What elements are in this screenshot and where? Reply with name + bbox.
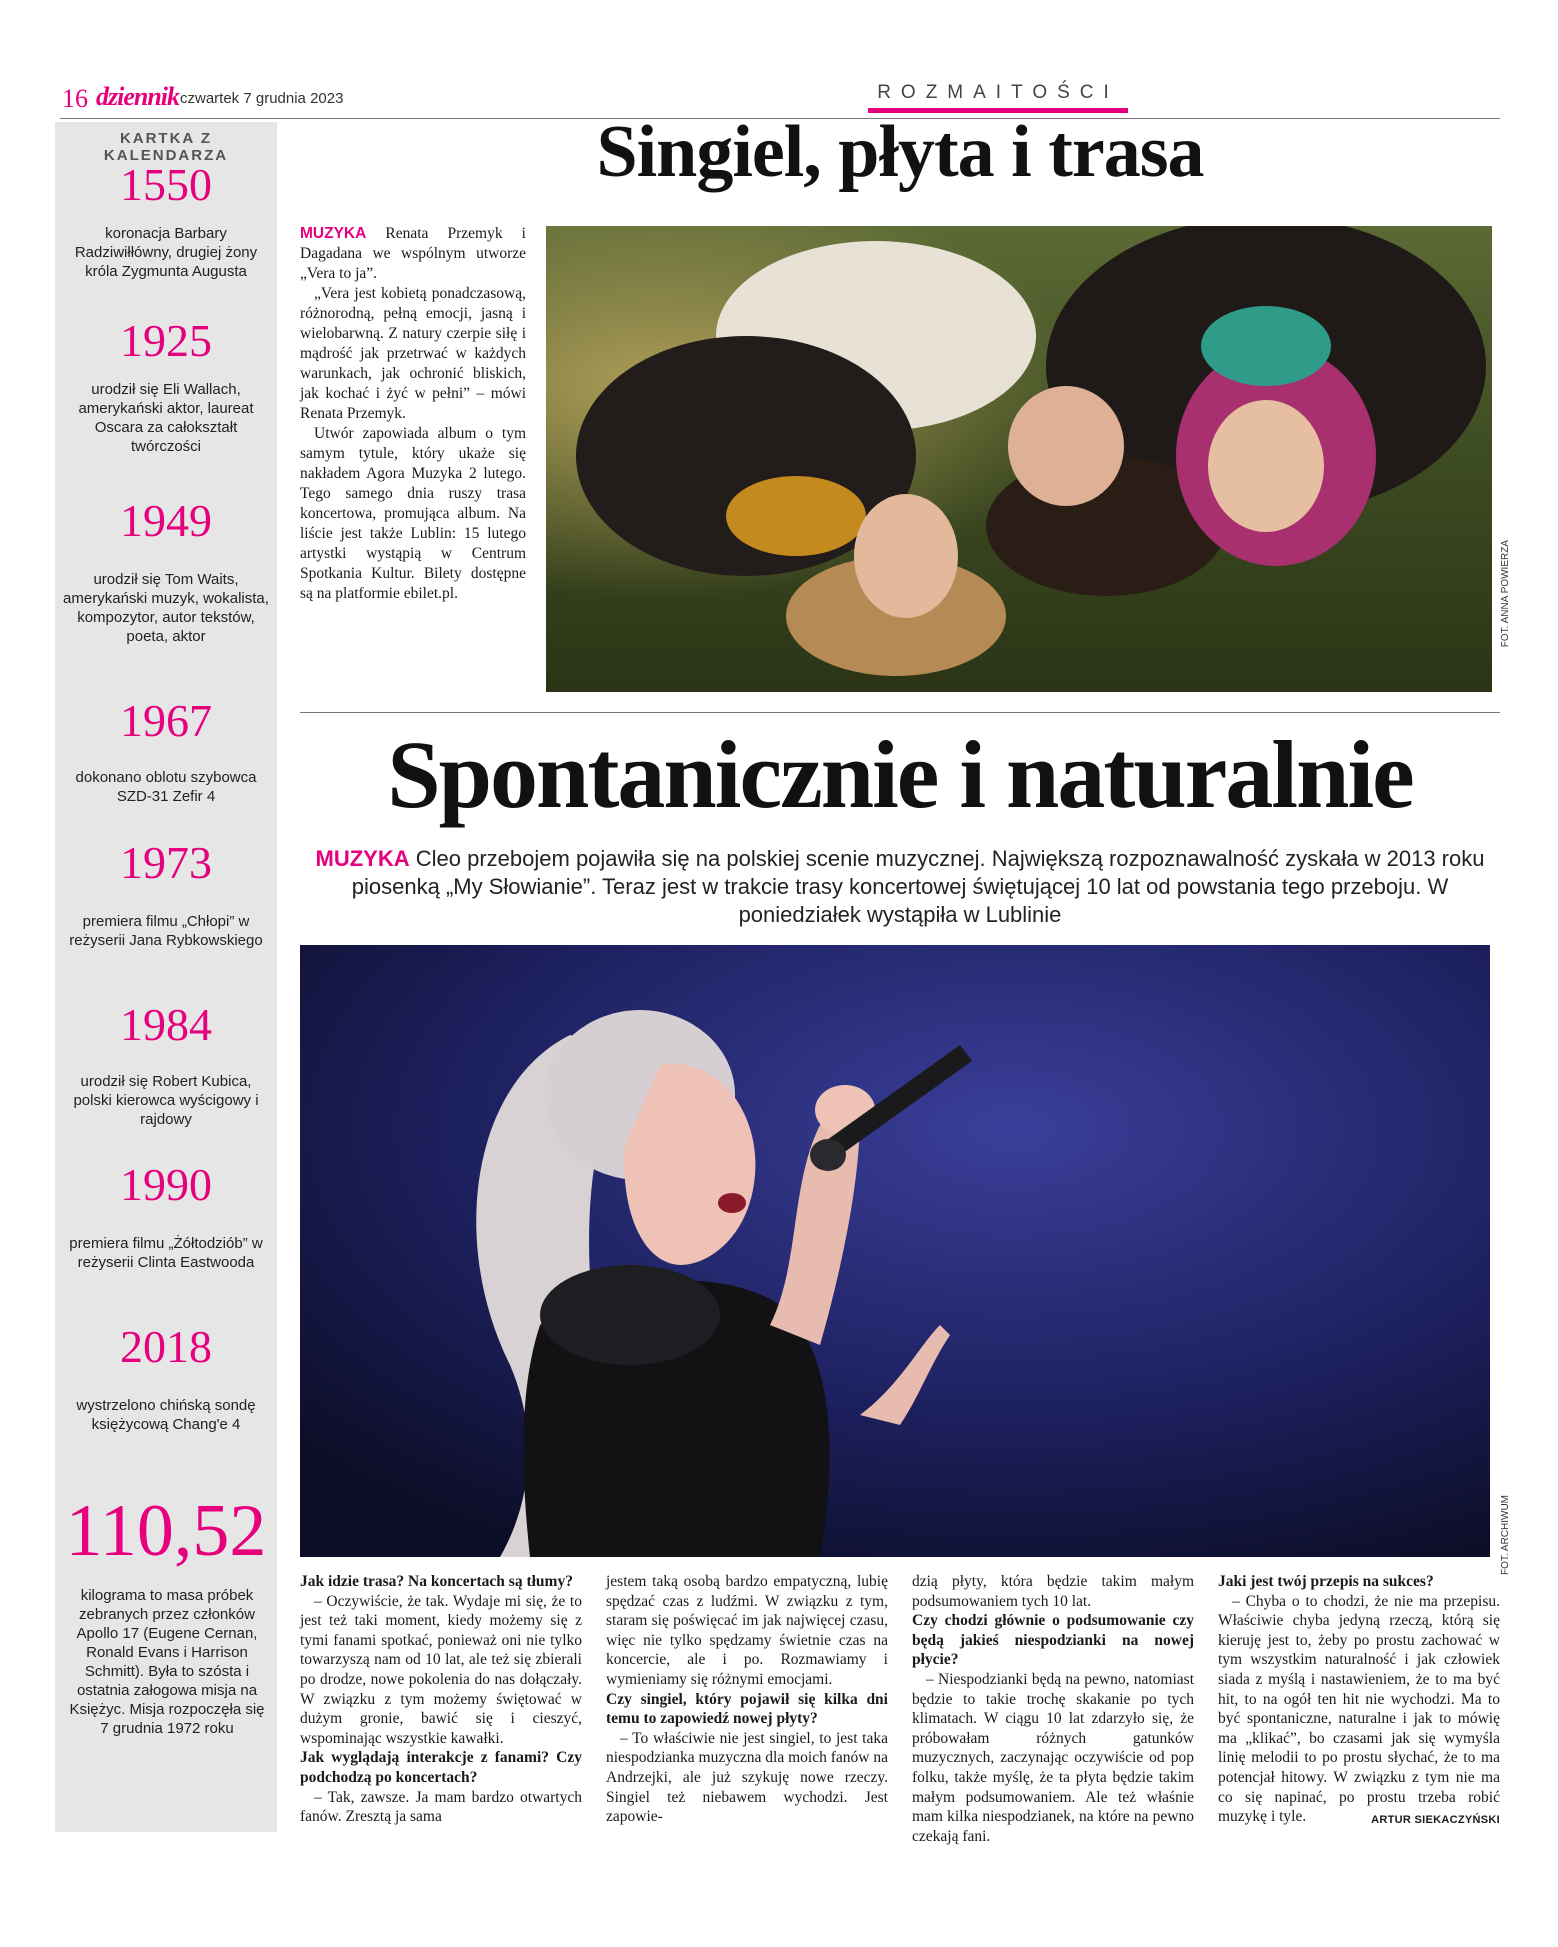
interview-columns [300, 1572, 1500, 1845]
article2-photo [300, 945, 1490, 1557]
calendar-year: 1973 [120, 837, 212, 888]
fact-number: 110,52 [65, 1490, 267, 1572]
interview-answer: jestem taką osobą bardzo empatyczną, lubię spędzać czas z ludźmi. W związku z tym, staram się poświęcać im jak najwięcej czasu, więc nie tylko spędzamy świetnie czas na koncercie, ale i po. Rozmawiamy i wymieniamy się różnymi emocjami. [606, 1573, 888, 1688]
interview-question: Czy chodzi głównie o podsumowanie czy będą jakieś niespodzianki na nowej płycie? [912, 1612, 1194, 1669]
interview-answer: – Tak, zawsze. Ja mam bardzo otwartych fanów. Zresztą ja sama [300, 1788, 582, 1826]
article1-paragraph: „Vera jest kobietą ponadczasową, różnorodną, pełną emocji, jasną i wielobarwną. Z natury czerpie siłę i mądrość jak przetrwać w każdych warunkach, jak ochronić bliskich, jak kochać i żyć w pełni” – mówi Renata Przemyk. [300, 285, 526, 422]
article2-lead-text: Cleo przebojem pojawiła się na polskiej scenie muzycznej. Największą rozpoznawalność zyskała w 2013 roku piosenką „My Słowianie”. Teraz jest w trakcie trasy koncertowej świętującej 10 lat od powstania tego przeboju. W poniedziałek wystąpiła w Lublinie [351, 846, 1485, 927]
article1-body [300, 224, 526, 604]
calendar-year: 1949 [120, 495, 212, 546]
article2-photo-credit: FOT. ARCHIWUM [1500, 1495, 1511, 1575]
calendar-event: urodził się Tom Waits, amerykański muzyk, wokalista, kompozytor, autor tekstów, poeta, aktor [63, 571, 269, 645]
calendar-year: 1990 [120, 1159, 212, 1210]
fact-description: kilograma to masa próbek zebranych przez członków Apollo 17 (Eugene Cernan, Ronald Evans i Harrison Schmitt). Była to szósta i ostatnia załogowa misja na Księżyc. Misja rozpoczęła się 7 grudnia 1972 roku [69, 1587, 265, 1737]
interview-column-2 [606, 1572, 888, 1827]
page-number: 16 [62, 84, 88, 113]
article2-lead [300, 845, 1500, 929]
section-title: ROZMAITOŚCI [877, 82, 1119, 103]
calendar-event: premiera filmu „Żółtodziób” w reżyserii Clinta Eastwooda [69, 1235, 263, 1271]
issue-date: czwartek 7 grudnia 2023 [180, 90, 344, 107]
interview-column-1 [300, 1572, 582, 1827]
interview-answer: dzią płyty, która będzie takim małym podsumowaniem tych 10 lat. [912, 1573, 1194, 1610]
interview-question: Czy singiel, który pojawił się kilka dni temu to zapowiedź nowej płyty? [606, 1690, 888, 1728]
calendar-event: urodził się Eli Wallach, amerykański aktor, laureat Oscara za całokształt twórczości [78, 381, 254, 455]
article2-kicker: MUZYKA [315, 846, 410, 871]
calendar-event: dokonano oblotu szybowca SZD-31 Zefir 4 [75, 769, 257, 805]
calendar-event: premiera filmu „Chłopi” w reżyserii Jana Rybkowskiego [69, 913, 263, 949]
article1-paragraph: Utwór zapowiada album o tym samym tytule, który ukaże się nakładem Agora Muzyka 2 lutego. Tego samego dnia ruszy trasa koncertowa, promująca album. Na liście jest także Lublin: 15 lutego artystki wystąpią w Centrum Spotkania Kultur. Bilety dostępne są na platformie ebilet.pl. [300, 425, 526, 602]
article2-headline: Spontanicznie i naturalnie [387, 721, 1413, 828]
calendar-year: 1967 [120, 695, 212, 746]
interview-column-3 [912, 1572, 1194, 1846]
interview-answer [1218, 1592, 1500, 1827]
article-author: ARTUR SIEKACZYŃSKI [1371, 1814, 1500, 1827]
article1-headline: Singiel, płyta i trasa [596, 111, 1204, 193]
calendar-event: wystrzelono chińską sondę księżycową Chang'e 4 [76, 1397, 256, 1433]
singer-with-microphone-image [300, 945, 1490, 1557]
interview-answer: – To właściwie nie jest singiel, to jest taka niespodzianka muzyczna dla moich fanów na Andrzejki, ale już szykuję nowe rzeczy. Singiel też niebawem wychodzi. Jest zapowie- [606, 1729, 888, 1826]
interview-column-4 [1218, 1572, 1500, 1831]
calendar-event: urodził się Robert Kubica, polski kierowca wyścigowy i rajdowy [73, 1073, 259, 1128]
interview-question: Jak idzie trasa? Na koncertach są tłumy? [300, 1573, 573, 1590]
three-women-lying-on-grass-image [546, 226, 1492, 692]
interview-answer: – Niespodzianki będą na pewno, natomiast będzie to takie trochę skakanie po tych klimatach. W ciągu 10 lat zdarzyło się, że próbowałam różnych gatunków muzycznych, zaczynając oczywiście od pop folku, także myślę, że ta płyta będzie takim małym podsumowaniem. Ale też właśnie mam kilka niespodzianek, na które na pewno czekają fani. [912, 1670, 1194, 1845]
calendar-year: 1925 [120, 315, 212, 366]
interview-answer-text: – Chyba o to chodzi, że nie ma przepisu. Właściwie chyba jedyną rzeczą, którą się kieruję jest to, żeby po prostu zachować w tym wszystkim naturalność i jak człowiek siada z myślą i nastawieniem, że to ma być hit, to na ogół ten hit nie wychodzi. Ma to być spontaniczne, naturalne i jak to mówię ma „klikać”, bo czasami jak się wymyśla linię melodii to po prostu słychać, że to ma potencjał hitowy. W związku z tym nie ma co się napinać, po prostu trzeba robić muzykę i tyle. [1218, 1592, 1500, 1826]
interview-answer: – Oczywiście, że tak. Wydaje mi się, że to jest też taki moment, kiedy możemy się z tymi fanami spotkać, ponieważ oni nie tylko towarzyszą nam od 10 lat, ale też się zbierali po drodze, nowe pokolenia do nas dołączały. W związku z tym możemy świętować w dużym gronie, bawić się i cieszyć, wspominając wszystkie kawałki. [300, 1592, 582, 1747]
article1-kicker: MUZYKA [300, 225, 367, 242]
calendar-year: 1550 [120, 159, 212, 210]
section-divider [300, 712, 1500, 713]
calendar-year: 2018 [120, 1321, 212, 1372]
article1-paragraph: Renata Przemyk i Dagadana we wspólnym utworze „Vera to ja”. [300, 225, 526, 282]
newspaper-logo[interactable]: dziennik [96, 82, 180, 111]
interview-question: Jak wyglądają interakcje z fanami? Czy podchodzą po koncertach? [300, 1749, 582, 1786]
interview-question: Jaki jest twój przepis na sukces? [1218, 1573, 1434, 1590]
calendar-event: koronacja Barbary Radziwiłłówny, drugiej żony króla Zygmunta Augusta [74, 225, 258, 280]
article1-photo-credit: FOT. ANNA POWIERZA [1500, 540, 1511, 648]
sidebar-title: KARTKA Z KALENDARZA [103, 130, 229, 164]
article1-photo [546, 226, 1492, 692]
calendar-sidebar [55, 122, 277, 1832]
calendar-year: 1984 [120, 999, 212, 1050]
